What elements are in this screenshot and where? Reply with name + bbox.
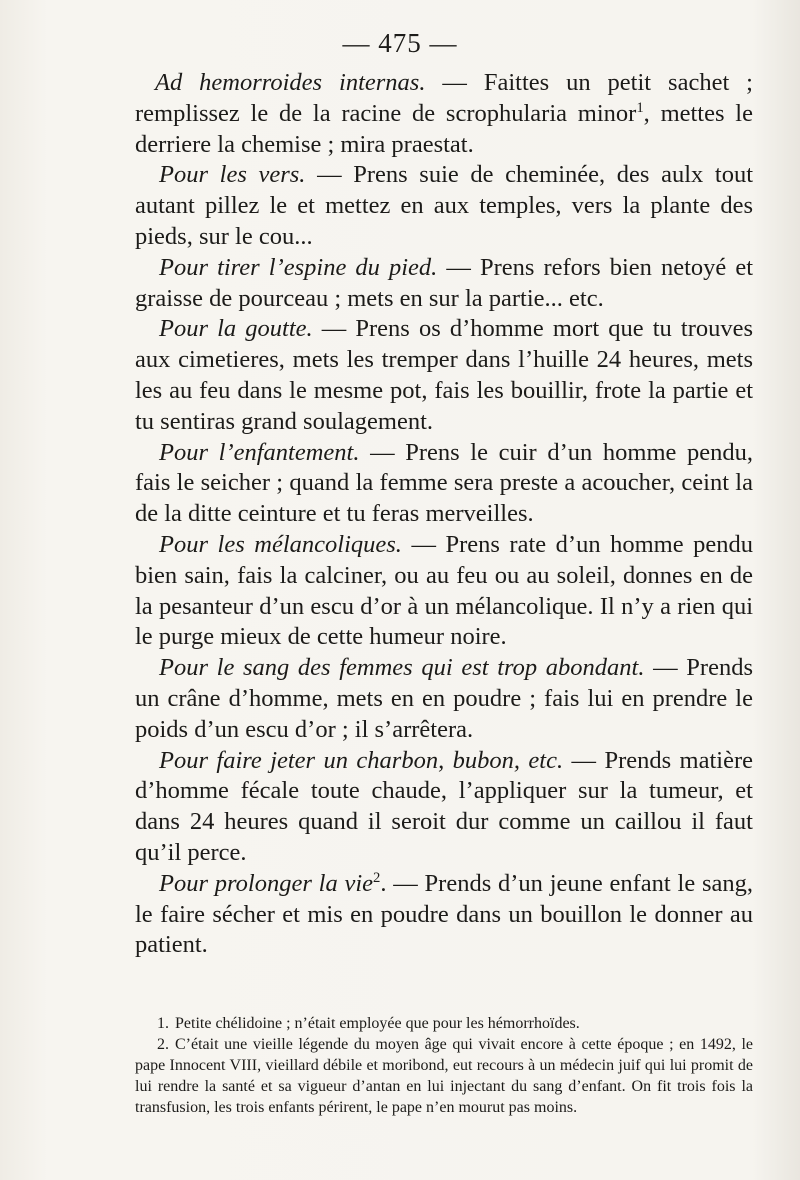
recipe-dash: — [437,253,480,281]
recipe-entry [135,160,753,252]
recipe-text-tail: , mettes le derriere la chemise ; mira praestat. [135,99,753,158]
recipe-title: Pour l’enfantement. [159,438,360,466]
recipe-entry [135,869,753,961]
recipe-dash: — [312,315,356,343]
footnote-marker: 2 [373,869,381,886]
recipe-list [135,68,753,961]
recipe-title: Pour les mélancoliques. [159,530,402,558]
footnote-marker: 1 [636,99,644,116]
recipe-text-tail: . — Prends d’un jeune enfant le sang, le faire sécher et mis en poudre dans un bouillon le donner au patient. [135,869,754,959]
recipe-dash: — [359,438,406,466]
footnote-number: 2. [157,1036,169,1053]
page-number: — 475 — [342,28,458,58]
recipe-dash: — [401,530,446,558]
footnote-number: 1. [157,1015,169,1032]
recipe-dash: — [305,161,354,189]
recipe-title: Pour les vers. [159,161,306,189]
recipe-entry [135,253,753,315]
recipe-title: Pour la goutte. [159,315,313,343]
footnote [135,1013,753,1034]
recipe-entry [135,653,753,745]
footnote-text: Petite chélidoine ; n’était employée que pour les hémorrhoïdes. [175,1015,580,1032]
recipe-text: Prens le cuir d’un homme pendu, fais le seicher ; quand la femme sera preste a acoucher, ceint la de la ditte ceinture et tu feras merveilles. [135,438,753,528]
recipe-entry [135,68,753,160]
footnote-text: C’était une vieille légende du moyen âge qui vivait encore à cette époque ; en 1492, le pape Innocent VIII, vieillard débile et moribond, eut recours à un médecin juif qui lui promit de lui rendre la santé et sa vigueur d’antan en lui injectant du sang d’enfant. On fit trois fois la transfusion, les trois enfants périrent, le pape n’en mourut pas moins. [135,1036,753,1116]
recipe-text: Prends matière d’homme fécale toute chaude, l’appliquer sur la tumeur, et dans 24 heures quand il seroit dur comme un caillou il faut qu’il perce. [135,746,753,866]
recipe-dash: — [563,746,605,774]
recipe-text: Prends un crâne d’homme, mets en en poudre ; fais lui en prendre le poids d’un escu d’or ; il s’arrêtera. [135,654,753,743]
recipe-title: Pour le sang des femmes qui est trop abondant. [159,654,645,682]
recipe-text: Prens os d’homme mort que tu trouves aux cimetieres, mets les tremper dans l’huille 24 heures, mets les au feu dans le mesme pot, fais les bouillir, frote la partie et tu sentiras grand soulagement. [135,315,754,435]
recipe-title: Pour tirer l’espine du pied. [159,253,438,281]
recipe-entry [135,314,753,437]
recipe-title: Pour prolonger la vie [159,869,374,897]
recipe-text: Prens rate d’un homme pendu bien sain, fais la calciner, ou au feu ou au soleil, donnes en de la pesanteur d’un escu d’or à un mélancolique. Il n’y a rien qui le purge mieux de cette humeur noire. [135,530,753,651]
recipe-entry [135,530,753,653]
recipe-dash: — [644,654,687,682]
recipe-text: Prens suie de cheminée, des aulx tout autant pillez le et mettez en aux temples, vers la plante des pieds, sur le cou... [135,161,753,250]
recipe-dash: — [425,69,484,96]
footnotes [135,1013,753,1118]
recipe-title: Pour faire jeter un charbon, bubon, etc. [159,746,564,774]
recipe-text: Prens refors bien netoyé et graisse de pourceau ; mets en sur la partie... etc. [135,253,754,312]
recipe-entry [135,746,753,869]
recipe-title: Ad hemorroides internas. [155,69,426,96]
recipe-text: Faittes un petit sachet ; remplissez le de la racine de scrophularia minor [135,69,753,127]
footnote [135,1034,753,1118]
recipe-entry [135,438,753,530]
